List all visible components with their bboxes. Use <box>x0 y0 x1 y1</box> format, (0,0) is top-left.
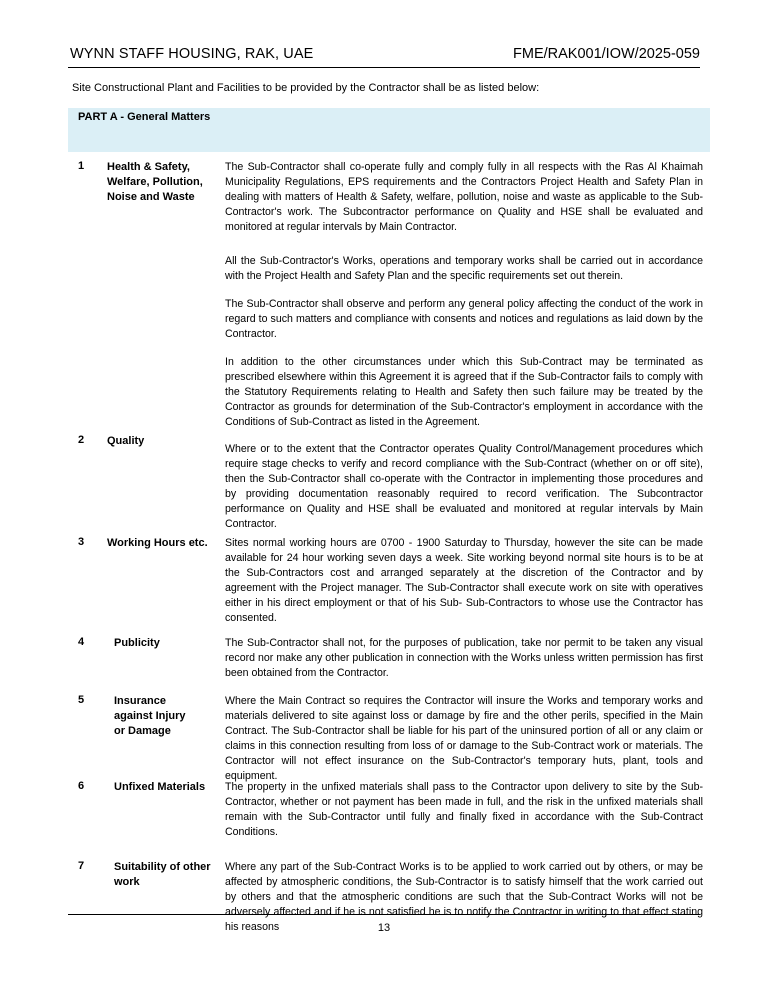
header-project: WYNN STAFF HOUSING, RAK, UAE <box>70 46 314 62</box>
section-number: 6 <box>78 780 85 792</box>
section-paragraph: In addition to the other circumstances under which this Sub-Contract may be terminated as prescribed elsewhere within this Agreement it is agreed that if the Sub-Contractor fails to comply with the Statutory Requirements relating to Health and Safety then such failure may be treated by the Contractor as grounds for determination of the Sub-Contractor's employment in accordance with the Conditions of Sub-Contract as listed in the Agreement. <box>225 356 703 428</box>
section-paragraph: Where any part of the Sub-Contract Works is to be applied to work carried out by others, or may be affected by atmospheric conditions, the Sub-Contractor is to satisfy himself that the work carried out by others and that the atmospheric conditions are such that the Sub-Contract Works will not be adversely affected and if he is not satisfied he is to notify the Contractor in writing to that effect stating his reasons <box>225 861 703 933</box>
intro-text: Site Constructional Plant and Facilities to be provided by the Contractor shall be as listed below: <box>72 82 540 94</box>
section-paragraph: Where the Main Contract so requires the Contractor will insure the Works and temporary works and materials delivered to site against loss or damage by fire and the other perils, specified in the Main Contract. The Sub-Contractor shall be liable for his part of the uninsured portion of all or any claim or claims in this connection resulting from loss of or damage to the Sub-Contract work or materials. The Contractor will not effect insurance on the Sub-Contractor's temporary huts, plant, tools and equipment. <box>225 695 703 782</box>
section-heading: Working Hours etc. <box>107 537 208 549</box>
section-heading: Suitability of other work <box>114 861 211 888</box>
section-heading: Unfixed Materials <box>114 781 206 793</box>
section-heading: Insurance against Injury or Damage <box>114 695 186 737</box>
section-paragraph: The Sub-Contractor shall observe and perform any general policy affecting the conduct of the work in regard to such matters and compliance with consents and notices and regulations as laid down by the Contractor. <box>225 298 703 340</box>
section-paragraph: All the Sub-Contractor's Works, operations and temporary works shall be carried out in accordance with the Project Health and Safety Plan and the specific requirements set out therein. <box>225 255 703 282</box>
section-number: 2 <box>78 434 85 446</box>
section-heading: Publicity <box>114 637 160 649</box>
page-number: 13 <box>377 922 391 934</box>
section-number: 5 <box>78 694 85 706</box>
part-band <box>68 108 710 152</box>
section-number: 1 <box>78 160 85 172</box>
section-paragraph: The Sub-Contractor shall co-operate fully and comply fully in all respects with the Ras Al Khaimah Municipality Regulations, EPS requirements and the Contractors Project Health and Safety Plan in dealing with matters of Health & Safety, welfare, pollution, noise and waste as applicable to the Sub-Contractor's work. The Subcontractor performance on Quality and HSE shall be evaluated and monitored at regular intervals by Main Contractor. <box>225 161 703 233</box>
section-paragraph: The Sub-Contractor shall not, for the purposes of publication, take nor permit to be taken any visual record nor make any other publication in connection with the Works unless written permission has first been obtained from the Contractor. <box>225 637 703 679</box>
section-heading: Health & Safety, Welfare, Pollution, Noise and Waste <box>107 161 203 203</box>
section-heading: Quality <box>107 435 145 447</box>
section-number: 7 <box>78 860 85 872</box>
section-paragraph: Sites normal working hours are 0700 - 1900 Saturday to Thursday, however the site can be made available for 24 hour working seven days a week. Site working beyond normal site hours is to be at the Sub-Contractors cost and arranged separately at the discretion of the Contractor and by agreement with the Project manager. The Sub-Contractor shall execute work on site with operatives either in his direct employment or that of his Sub- Sub-Contractors to whose use the Contractor has consented. <box>225 537 703 624</box>
section-number: 3 <box>78 536 85 548</box>
section-paragraph: Where or to the extent that the Contractor operates Quality Control/Management procedures which require stage checks to verify and record compliance with the Sub-Contract (whether on or off site), then the Sub-Contractor shall co-operate with the Contractor in implementing those procedures and by providing documentation reasonably required to record verification. The Subcontractor performance on Quality and HSE shall be evaluated and monitored at regular intervals by Main Contractor. <box>225 443 703 530</box>
header-reference: FME/RAK001/IOW/2025-059 <box>513 46 700 62</box>
part-title: PART A - General Matters <box>78 111 211 123</box>
footer-rule <box>68 914 700 915</box>
section-paragraph: The property in the unfixed materials shall pass to the Contractor upon delivery to site by the Sub-Contractor, whether or not payment has been made in full, and the risk in the unfixed materials shall remain with the Sub-Contractor until fully and finally fixed in accordance with the Sub-Contract Conditions. <box>225 781 703 838</box>
header-rule <box>68 67 700 68</box>
section-number: 4 <box>78 636 85 648</box>
